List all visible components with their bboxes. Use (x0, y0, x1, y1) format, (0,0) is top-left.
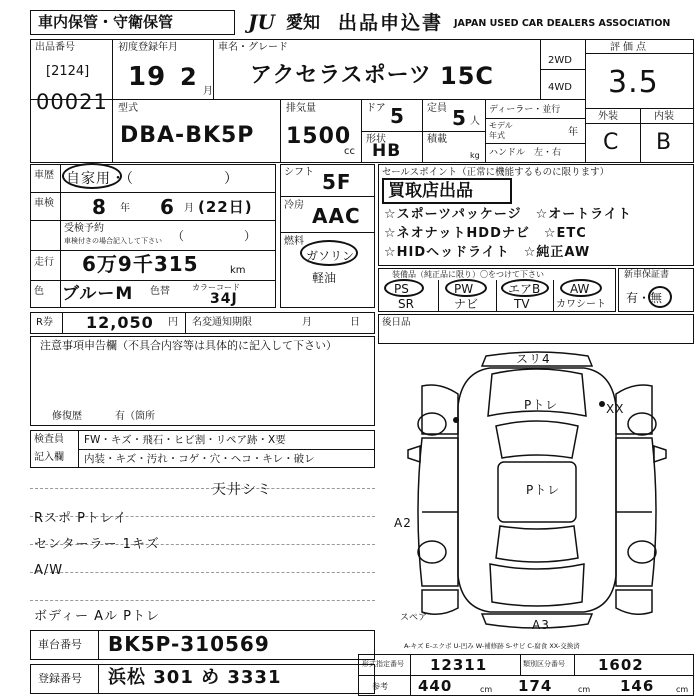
height-unit: cm (676, 685, 689, 694)
class-no: 1602 (598, 656, 644, 674)
score: 3.5 (608, 65, 659, 100)
reserve-note: 車検付きの場合記入して下さい (64, 237, 162, 245)
sales-label: セールスポイント（正常に機能するものに限ります） (382, 167, 610, 178)
diagram-hood-note: Pトレ (524, 398, 559, 412)
equip-pw: PW (454, 282, 474, 296)
equip-ps: PS (394, 282, 409, 296)
equip-navi: ナビ (454, 297, 479, 311)
width-unit: cm (578, 685, 591, 694)
diagram-right-note: XX (606, 402, 625, 416)
score-label: 評価点 (610, 42, 649, 53)
load-label: 積載 (427, 134, 447, 145)
fuel-circle (300, 240, 358, 266)
color-code: 34J (210, 291, 238, 307)
equip-sr: SR (398, 297, 414, 311)
note-1: 天井シミ (212, 482, 272, 498)
entry-label: 記入欄 (34, 452, 64, 463)
equip-circle-airbag (501, 279, 549, 297)
drive-4wd: 4WD (548, 82, 572, 93)
form-title: 出品申込書 (338, 12, 444, 34)
color-label: 色 (34, 286, 44, 297)
after-label: 後日品 (382, 317, 411, 328)
length-label: 参考 (372, 682, 388, 691)
insp-day: (22日) (198, 198, 253, 216)
tax-day: 日 (350, 317, 360, 328)
shift-label: シフト (284, 167, 314, 178)
fw-row: FW・キズ・飛石・ヒビ割・リペア跡・X要 (84, 434, 286, 446)
note-5: ボディー Aル Pトレ (34, 609, 160, 624)
notes-label: 注意事項申告欄（不具合内容等は具体的に記入して下さい） (40, 339, 337, 352)
length-unit: cm (480, 685, 493, 694)
after-box (378, 314, 694, 344)
diagram-bottom-note: A3 (532, 618, 550, 632)
shape-label: 形状 (366, 134, 386, 145)
inspector-label: 検査員 (34, 434, 64, 445)
warranty-label: 新車保証書 (624, 270, 670, 280)
mileage-label: 走行 (34, 257, 54, 268)
tax-label: 名変通知期限 (192, 317, 252, 328)
reserve-label: 受検予約 (64, 223, 104, 234)
history-value: 自家用・（ ） (66, 171, 239, 187)
insp-year-unit: 年 (120, 203, 130, 214)
int-row: 内装・キズ・汚れ・コゲ・穴・ヘコ・キレ・破レ (84, 453, 315, 465)
doors: 5 (390, 104, 405, 128)
equip-aw: AW (570, 282, 590, 296)
grade: 15C (440, 62, 495, 90)
insp-month: 6 (160, 195, 175, 219)
name-label: 車名・グレード (218, 42, 288, 53)
ac-label: 冷房 (284, 200, 304, 211)
class-label: 類別区分番号 (523, 660, 565, 668)
height: 146 (620, 677, 655, 695)
insp-month-unit: 月 (184, 203, 194, 214)
chassis: BK5P-310569 (108, 632, 270, 656)
model-year-label: モデル (489, 121, 513, 130)
cap-label: 定員 (427, 103, 447, 114)
note-4: A/W (34, 563, 64, 578)
year-unit: 年 (568, 127, 578, 138)
reg-year: 19 (128, 62, 167, 92)
equip-circle-aw (560, 279, 602, 297)
type-cert-label: 形式指定番号 (362, 660, 404, 668)
disp-unit: cc (344, 146, 355, 157)
insp-year: 8 (92, 195, 107, 219)
shift: 5F (322, 170, 352, 194)
year-label: 年式 (489, 131, 505, 140)
shape: HB (372, 141, 402, 161)
sales-title: 買取店出品 (388, 181, 473, 201)
model-code: DBA-BK5P (120, 123, 255, 148)
warranty-value: 有・無 (626, 291, 663, 305)
mileage-unit: km (230, 265, 246, 276)
ac: AAC (312, 204, 361, 228)
fuel-label: 燃料 (284, 236, 304, 247)
color: ブルーM (62, 284, 134, 304)
inspection-label: 車検 (34, 198, 54, 209)
model-label: 型式 (118, 103, 138, 114)
displacement: 1500 (286, 124, 352, 149)
ext-grade: C (603, 130, 620, 155)
sales-3: ☆HIDヘッドライト ☆純正AW (384, 245, 591, 260)
equip-tv: TV (514, 297, 530, 311)
spare-label: スペア (400, 613, 428, 623)
history-circle (62, 163, 122, 189)
warranty-circle (648, 286, 672, 308)
ju-logo (248, 11, 282, 33)
equip-seat: カワシート (556, 299, 606, 310)
int-grade: B (656, 130, 673, 155)
int-label: 内装 (654, 111, 674, 122)
note-2: Rスポ Pトレイ (34, 511, 128, 526)
sales-2: ☆ネオナットHDDナビ ☆ETC (384, 226, 587, 241)
diagram-legend: A-キズ E-エクボ U-凹み W-補修跡 S-サビ C-腐食 XX-交換済 (404, 642, 580, 650)
fuel-gas: ガソリン (306, 249, 355, 263)
equip-circle-pw (445, 279, 487, 297)
chassis-label: 車台番号 (38, 638, 82, 651)
reserve-value: （ ） (172, 229, 257, 243)
cap-unit: 人 (470, 116, 480, 127)
ticket-unit: 円 (168, 317, 178, 328)
car-name: アクセラスポーツ (250, 63, 432, 88)
diagram-center-note: Pトレ (526, 483, 561, 497)
repair-value: 有（箇所 (115, 411, 155, 422)
reg-label: 初度登録年月 (118, 42, 178, 53)
logo-suffix: 愛知 (286, 13, 320, 33)
tax-month: 月 (302, 317, 312, 328)
width: 174 (518, 677, 553, 695)
dealer-label: ディーラー・並行 (489, 105, 561, 115)
load-unit: kg (470, 151, 480, 160)
disp-label: 排気量 (286, 103, 316, 114)
repaint-label: 色替 (150, 286, 170, 297)
note-3: センターラー 1キズ (34, 537, 160, 552)
equip-label: 装備品（純正品に限り）〇をつけて下さい (392, 270, 544, 279)
assoc-name: JAPAN USED CAR DEALERS ASSOCIATION (454, 18, 671, 29)
plate: 浜松 301 め 3331 (108, 667, 282, 688)
repair-label: 修復歴 (52, 411, 82, 422)
lot-label: 出品番号 (35, 42, 75, 53)
ticket-value: 12,050 (86, 313, 154, 332)
capacity: 5 (452, 106, 467, 130)
drive-2wd: 2WD (548, 55, 572, 66)
ext-label: 外装 (598, 111, 618, 122)
door-label: ドア (366, 103, 386, 114)
handle-label: ハンドル 左・右 (489, 148, 562, 158)
reg-month: 2 (180, 63, 198, 91)
fuel-diesel: 軽油 (312, 271, 337, 285)
type-cert: 12311 (430, 656, 488, 674)
length: 440 (418, 677, 453, 695)
storage-badge-text: 車内保管・守衛保管 (38, 13, 174, 31)
plate-label: 登録番号 (38, 672, 82, 685)
sales-1: ☆スポーツパッケージ ☆オートライト (384, 207, 632, 222)
diagram-left-note: A2 (394, 516, 412, 530)
history-label: 車歴 (34, 170, 54, 181)
diagram-front-note: スリ4 (516, 352, 551, 366)
mileage: 6万9千315 (82, 252, 199, 276)
equip-circle-ps (384, 279, 424, 297)
reg-month-unit: 月 (203, 86, 213, 97)
equip-airbag: エアB (508, 282, 541, 296)
color-code-label: カラーコード (192, 283, 240, 292)
lot-bracket: [2124] (46, 64, 90, 79)
ticket-label: R券 (36, 317, 53, 328)
lot-number: 00021 (36, 90, 108, 114)
ju-logo-text: JU (248, 10, 275, 34)
